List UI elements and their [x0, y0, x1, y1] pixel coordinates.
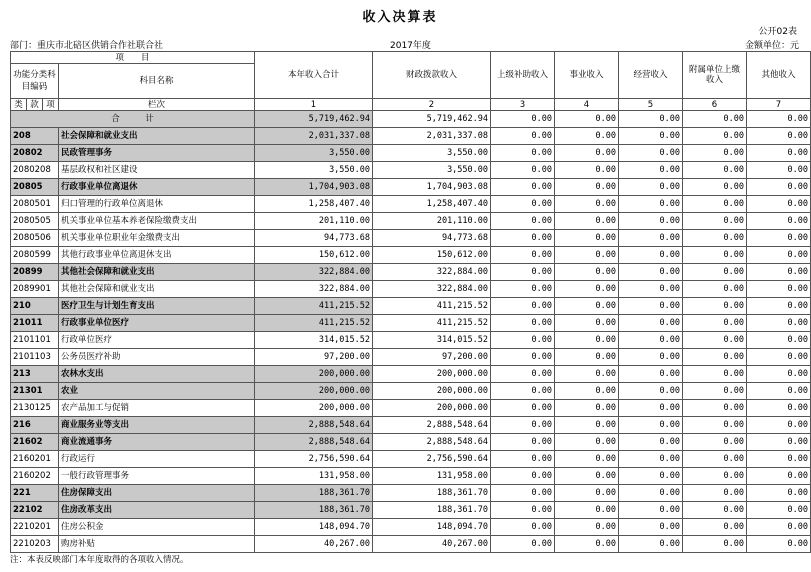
table-row — [11, 298, 811, 315]
amount-cell: 97,200.00 — [373, 349, 491, 366]
subject-code: 2089901 — [11, 281, 59, 298]
col-index-2: 2 — [373, 99, 491, 111]
amount-cell: 2,888,548.64 — [373, 434, 491, 451]
amount-cell: 322,884.00 — [255, 264, 373, 281]
col-index-4: 4 — [555, 99, 619, 111]
subject-code: 21301 — [11, 383, 59, 400]
amount-cell: 0.00 — [747, 383, 811, 400]
subject-name: 归口管理的行政单位离退休 — [59, 196, 255, 213]
amount-cell: 0.00 — [491, 502, 555, 519]
amount-cell: 411,215.52 — [255, 298, 373, 315]
amount-cell: 0.00 — [619, 128, 683, 145]
subject-name: 住房改革支出 — [59, 502, 255, 519]
amount-cell: 0.00 — [491, 298, 555, 315]
amount-cell: 0.00 — [619, 485, 683, 502]
amount-cell: 0.00 — [491, 230, 555, 247]
amount-cell: 0.00 — [555, 298, 619, 315]
subject-code: 2080599 — [11, 247, 59, 264]
amount-cell: 2,888,548.64 — [373, 417, 491, 434]
amount-cell: 188,361.70 — [373, 485, 491, 502]
amount-cell: 0.00 — [555, 213, 619, 230]
amount-cell: 0.00 — [555, 400, 619, 417]
subject-code: 210 — [11, 298, 59, 315]
amount-cell: 0.00 — [683, 162, 747, 179]
amount-cell: 0.00 — [683, 179, 747, 196]
table-row — [11, 230, 811, 247]
subject-name: 购房补贴 — [59, 536, 255, 553]
amount-cell: 0.00 — [555, 128, 619, 145]
amount-cell: 0.00 — [491, 196, 555, 213]
amount-cell: 0.00 — [619, 400, 683, 417]
subject-name: 农产品加工与促销 — [59, 400, 255, 417]
amount-cell: 0.00 — [683, 519, 747, 536]
amount-cell: 0.00 — [683, 400, 747, 417]
amount-cell: 0.00 — [619, 298, 683, 315]
amount-cell: 0.00 — [619, 383, 683, 400]
amount-cell: 0.00 — [619, 468, 683, 485]
total-value: 0.00 — [747, 111, 811, 128]
header-item: 项 目 — [11, 52, 255, 64]
subject-name: 行政运行 — [59, 451, 255, 468]
amount-cell: 150,612.00 — [255, 247, 373, 264]
amount-cell: 0.00 — [555, 162, 619, 179]
amount-cell: 0.00 — [683, 434, 747, 451]
amount-cell: 200,000.00 — [255, 366, 373, 383]
amount-cell: 0.00 — [683, 502, 747, 519]
subject-name: 其他行政事业单位离退休支出 — [59, 247, 255, 264]
amount-cell: 0.00 — [491, 247, 555, 264]
subject-code: 208 — [11, 128, 59, 145]
amount-cell: 131,958.00 — [255, 468, 373, 485]
amount-cell: 0.00 — [555, 536, 619, 553]
subject-code: 21011 — [11, 315, 59, 332]
subject-name: 商业服务业等支出 — [59, 417, 255, 434]
col-header-7: 其他收入 — [747, 52, 811, 99]
amount-cell: 200,000.00 — [373, 400, 491, 417]
amount-cell: 0.00 — [491, 536, 555, 553]
amount-cell: 0.00 — [555, 434, 619, 451]
table-body — [11, 111, 811, 553]
subject-code: 21602 — [11, 434, 59, 451]
amount-cell: 0.00 — [747, 230, 811, 247]
amount-cell: 0.00 — [555, 417, 619, 434]
amount-cell: 0.00 — [683, 451, 747, 468]
amount-cell: 0.00 — [619, 349, 683, 366]
amount-cell: 2,031,337.08 — [373, 128, 491, 145]
total-value: 0.00 — [619, 111, 683, 128]
year-label: 2017年度 — [390, 41, 431, 51]
amount-cell: 0.00 — [619, 519, 683, 536]
table-row — [11, 247, 811, 264]
amount-cell: 322,884.00 — [255, 281, 373, 298]
amount-cell: 0.00 — [683, 383, 747, 400]
total-value: 0.00 — [491, 111, 555, 128]
amount-cell: 2,888,548.64 — [255, 434, 373, 451]
subject-code: 20805 — [11, 179, 59, 196]
amount-cell: 0.00 — [491, 162, 555, 179]
amount-cell: 0.00 — [747, 128, 811, 145]
department-label: 部门：重庆市北碚区供销合作社联合社 — [10, 41, 164, 51]
amount-cell: 0.00 — [683, 536, 747, 553]
amount-cell: 0.00 — [619, 196, 683, 213]
page-title: 收入决算表 — [362, 10, 438, 25]
amount-cell: 0.00 — [747, 417, 811, 434]
amount-cell: 2,756,590.64 — [255, 451, 373, 468]
total-row — [11, 111, 811, 128]
amount-cell: 0.00 — [555, 485, 619, 502]
subject-name: 机关事业单位基本养老保险缴费支出 — [59, 213, 255, 230]
amount-cell: 0.00 — [491, 179, 555, 196]
header-func-code: 功能分类科目编码 — [11, 64, 59, 99]
amount-cell: 0.00 — [555, 502, 619, 519]
table-row — [11, 196, 811, 213]
amount-cell: 3,550.00 — [373, 162, 491, 179]
total-value: 5,719,462.94 — [373, 111, 491, 128]
amount-cell: 0.00 — [555, 519, 619, 536]
amount-cell: 0.00 — [619, 434, 683, 451]
amount-cell: 0.00 — [683, 128, 747, 145]
amount-cell: 0.00 — [619, 230, 683, 247]
subject-code: 2210203 — [11, 536, 59, 553]
amount-cell: 0.00 — [619, 502, 683, 519]
amount-cell: 0.00 — [747, 349, 811, 366]
amount-cell: 0.00 — [747, 434, 811, 451]
form-number: 公开02表 — [758, 27, 797, 37]
amount-cell: 0.00 — [555, 196, 619, 213]
total-value: 0.00 — [683, 111, 747, 128]
subject-name: 机关事业单位职业年金缴费支出 — [59, 230, 255, 247]
amount-cell: 0.00 — [683, 298, 747, 315]
amount-cell: 0.00 — [683, 417, 747, 434]
table-row — [11, 349, 811, 366]
col-index-5: 5 — [619, 99, 683, 111]
col-index-7: 7 — [747, 99, 811, 111]
subject-code: 22102 — [11, 502, 59, 519]
table-row — [11, 536, 811, 553]
col-header-1: 本年收入合计 — [255, 52, 373, 99]
amount-cell: 94,773.68 — [255, 230, 373, 247]
amount-cell: 1,704,903.08 — [255, 179, 373, 196]
header-kuan: 款 — [27, 99, 43, 111]
amount-cell: 322,884.00 — [373, 281, 491, 298]
amount-cell: 0.00 — [491, 315, 555, 332]
amount-cell: 188,361.70 — [373, 502, 491, 519]
col-header-5: 经营收入 — [619, 52, 683, 99]
amount-cell: 322,884.00 — [373, 264, 491, 281]
table-row — [11, 468, 811, 485]
subject-name: 社会保障和就业支出 — [59, 128, 255, 145]
amount-cell: 0.00 — [491, 485, 555, 502]
amount-cell: 0.00 — [747, 485, 811, 502]
amount-cell: 0.00 — [491, 383, 555, 400]
amount-cell: 0.00 — [491, 128, 555, 145]
amount-cell: 200,000.00 — [255, 383, 373, 400]
table-row — [11, 383, 811, 400]
amount-cell: 0.00 — [747, 451, 811, 468]
subject-code: 20802 — [11, 145, 59, 162]
amount-cell: 0.00 — [747, 298, 811, 315]
amount-cell: 0.00 — [619, 145, 683, 162]
amount-cell: 0.00 — [747, 196, 811, 213]
amount-cell: 0.00 — [619, 162, 683, 179]
subject-code: 2130125 — [11, 400, 59, 417]
subject-code: 2160202 — [11, 468, 59, 485]
amount-cell: 0.00 — [747, 247, 811, 264]
table-row — [11, 451, 811, 468]
header-lanci: 栏次 — [59, 99, 255, 111]
table-row — [11, 213, 811, 230]
amount-cell: 0.00 — [555, 451, 619, 468]
subject-name: 农林水支出 — [59, 366, 255, 383]
amount-cell: 0.00 — [747, 145, 811, 162]
subject-name: 医疗卫生与计划生育支出 — [59, 298, 255, 315]
subject-name: 住房公积金 — [59, 519, 255, 536]
amount-cell: 0.00 — [747, 213, 811, 230]
amount-cell: 40,267.00 — [255, 536, 373, 553]
amount-cell: 0.00 — [747, 162, 811, 179]
amount-cell: 0.00 — [683, 213, 747, 230]
subject-name: 其他社会保障和就业支出 — [59, 281, 255, 298]
subject-name: 公务员医疗补助 — [59, 349, 255, 366]
subject-code: 2160201 — [11, 451, 59, 468]
amount-cell: 0.00 — [491, 366, 555, 383]
subject-code: 2080505 — [11, 213, 59, 230]
amount-cell: 0.00 — [747, 519, 811, 536]
amount-cell: 411,215.52 — [373, 298, 491, 315]
amount-cell: 0.00 — [555, 179, 619, 196]
amount-cell: 0.00 — [747, 536, 811, 553]
subject-name: 行政单位医疗 — [59, 332, 255, 349]
amount-cell: 0.00 — [619, 417, 683, 434]
col-index-3: 3 — [491, 99, 555, 111]
amount-cell: 0.00 — [747, 400, 811, 417]
subject-name: 行政事业单位离退休 — [59, 179, 255, 196]
header-xiang: 项 — [43, 99, 59, 111]
amount-cell: 150,612.00 — [373, 247, 491, 264]
amount-cell: 0.00 — [491, 349, 555, 366]
amount-cell: 0.00 — [491, 417, 555, 434]
amount-cell: 0.00 — [683, 468, 747, 485]
amount-cell: 0.00 — [747, 315, 811, 332]
amount-cell: 0.00 — [491, 451, 555, 468]
amount-cell: 314,015.52 — [373, 332, 491, 349]
total-value: 5,719,462.94 — [255, 111, 373, 128]
amount-cell: 0.00 — [491, 468, 555, 485]
amount-cell: 0.00 — [747, 179, 811, 196]
col-header-6: 附属单位上缴收入 — [683, 52, 747, 99]
amount-cell: 0.00 — [747, 332, 811, 349]
amount-cell: 0.00 — [683, 230, 747, 247]
amount-cell: 0.00 — [555, 264, 619, 281]
amount-cell: 0.00 — [683, 485, 747, 502]
amount-cell: 0.00 — [619, 281, 683, 298]
amount-cell: 201,110.00 — [373, 213, 491, 230]
col-index-6: 6 — [683, 99, 747, 111]
amount-cell: 0.00 — [555, 383, 619, 400]
amount-cell: 0.00 — [491, 519, 555, 536]
table-row — [11, 281, 811, 298]
amount-cell: 0.00 — [555, 315, 619, 332]
amount-cell: 0.00 — [491, 434, 555, 451]
amount-cell: 0.00 — [555, 230, 619, 247]
amount-cell: 0.00 — [683, 366, 747, 383]
amount-cell: 0.00 — [491, 332, 555, 349]
amount-cell: 1,704,903.08 — [373, 179, 491, 196]
amount-cell: 200,000.00 — [373, 366, 491, 383]
amount-cell: 0.00 — [683, 145, 747, 162]
amount-cell: 0.00 — [555, 281, 619, 298]
table-row — [11, 315, 811, 332]
header-lei: 类 — [11, 99, 27, 111]
subject-code: 2101101 — [11, 332, 59, 349]
amount-cell: 0.00 — [747, 264, 811, 281]
table-row — [11, 434, 811, 451]
table-row — [11, 128, 811, 145]
table-row — [11, 366, 811, 383]
subject-name: 其他社会保障和就业支出 — [59, 264, 255, 281]
amount-cell: 0.00 — [747, 502, 811, 519]
amount-cell: 200,000.00 — [255, 400, 373, 417]
subject-name: 民政管理事务 — [59, 145, 255, 162]
amount-cell: 188,361.70 — [255, 485, 373, 502]
amount-cell: 411,215.52 — [255, 315, 373, 332]
subject-code: 2080506 — [11, 230, 59, 247]
amount-cell: 0.00 — [555, 247, 619, 264]
amount-cell: 1,258,407.40 — [255, 196, 373, 213]
table-row — [11, 485, 811, 502]
amount-cell: 0.00 — [555, 349, 619, 366]
amount-cell: 0.00 — [619, 366, 683, 383]
amount-cell: 188,361.70 — [255, 502, 373, 519]
subject-name: 一般行政管理事务 — [59, 468, 255, 485]
table-row — [11, 332, 811, 349]
table-row — [11, 519, 811, 536]
amount-cell: 0.00 — [683, 281, 747, 298]
amount-cell: 97,200.00 — [255, 349, 373, 366]
amount-cell: 0.00 — [619, 179, 683, 196]
amount-cell: 0.00 — [619, 451, 683, 468]
amount-cell: 148,094.70 — [373, 519, 491, 536]
amount-cell: 131,958.00 — [373, 468, 491, 485]
amount-cell: 0.00 — [683, 264, 747, 281]
amount-cell: 200,000.00 — [373, 383, 491, 400]
col-header-2: 财政拨款收入 — [373, 52, 491, 99]
amount-cell: 0.00 — [555, 468, 619, 485]
subject-code: 2080208 — [11, 162, 59, 179]
subject-code: 2080501 — [11, 196, 59, 213]
subject-code: 216 — [11, 417, 59, 434]
amount-cell: 0.00 — [491, 400, 555, 417]
subject-name: 住房保障支出 — [59, 485, 255, 502]
amount-cell: 2,756,590.64 — [373, 451, 491, 468]
amount-unit-label: 金额单位：元 — [744, 41, 799, 51]
amount-cell: 0.00 — [747, 366, 811, 383]
footnote: 注：本表反映部门本年度取得的各项收入情况。 — [10, 555, 189, 565]
amount-cell: 0.00 — [619, 264, 683, 281]
amount-cell: 1,258,407.40 — [373, 196, 491, 213]
amount-cell: 0.00 — [555, 332, 619, 349]
amount-cell: 0.00 — [555, 145, 619, 162]
amount-cell: 0.00 — [747, 468, 811, 485]
amount-cell: 40,267.00 — [373, 536, 491, 553]
subject-code: 2210201 — [11, 519, 59, 536]
amount-cell: 0.00 — [683, 349, 747, 366]
income-table — [10, 51, 811, 553]
table-row — [11, 162, 811, 179]
subject-code: 221 — [11, 485, 59, 502]
amount-cell: 3,550.00 — [255, 145, 373, 162]
subject-name: 行政事业单位医疗 — [59, 315, 255, 332]
amount-cell: 0.00 — [619, 536, 683, 553]
col-header-4: 事业收入 — [555, 52, 619, 99]
amount-cell: 3,550.00 — [255, 162, 373, 179]
table-row — [11, 400, 811, 417]
table-row — [11, 417, 811, 434]
subject-name: 商业流通事务 — [59, 434, 255, 451]
subject-name: 基层政权和社区建设 — [59, 162, 255, 179]
amount-cell: 0.00 — [619, 247, 683, 264]
amount-cell: 2,031,337.08 — [255, 128, 373, 145]
amount-cell: 0.00 — [491, 281, 555, 298]
amount-cell: 0.00 — [683, 196, 747, 213]
subject-code: 213 — [11, 366, 59, 383]
amount-cell: 0.00 — [619, 213, 683, 230]
amount-cell: 148,094.70 — [255, 519, 373, 536]
amount-cell: 0.00 — [619, 315, 683, 332]
amount-cell: 411,215.52 — [373, 315, 491, 332]
amount-cell: 0.00 — [491, 213, 555, 230]
total-value: 0.00 — [555, 111, 619, 128]
col-index-1: 1 — [255, 99, 373, 111]
amount-cell: 94,773.68 — [373, 230, 491, 247]
amount-cell: 0.00 — [747, 281, 811, 298]
amount-cell: 0.00 — [619, 332, 683, 349]
amount-cell: 0.00 — [683, 315, 747, 332]
amount-cell: 0.00 — [683, 247, 747, 264]
amount-cell: 314,015.52 — [255, 332, 373, 349]
col-header-3: 上级补助收入 — [491, 52, 555, 99]
subject-code: 2101103 — [11, 349, 59, 366]
subject-code: 20899 — [11, 264, 59, 281]
total-label: 合 计 — [11, 111, 255, 128]
table-row — [11, 502, 811, 519]
header-subject-name: 科目名称 — [59, 64, 255, 99]
amount-cell: 3,550.00 — [373, 145, 491, 162]
amount-cell: 2,888,548.64 — [255, 417, 373, 434]
amount-cell: 0.00 — [683, 332, 747, 349]
amount-cell: 201,110.00 — [255, 213, 373, 230]
table-row — [11, 264, 811, 281]
table-row — [11, 179, 811, 196]
table-row — [11, 145, 811, 162]
amount-cell: 0.00 — [555, 366, 619, 383]
amount-cell: 0.00 — [491, 264, 555, 281]
amount-cell: 0.00 — [491, 145, 555, 162]
subject-name: 农业 — [59, 383, 255, 400]
